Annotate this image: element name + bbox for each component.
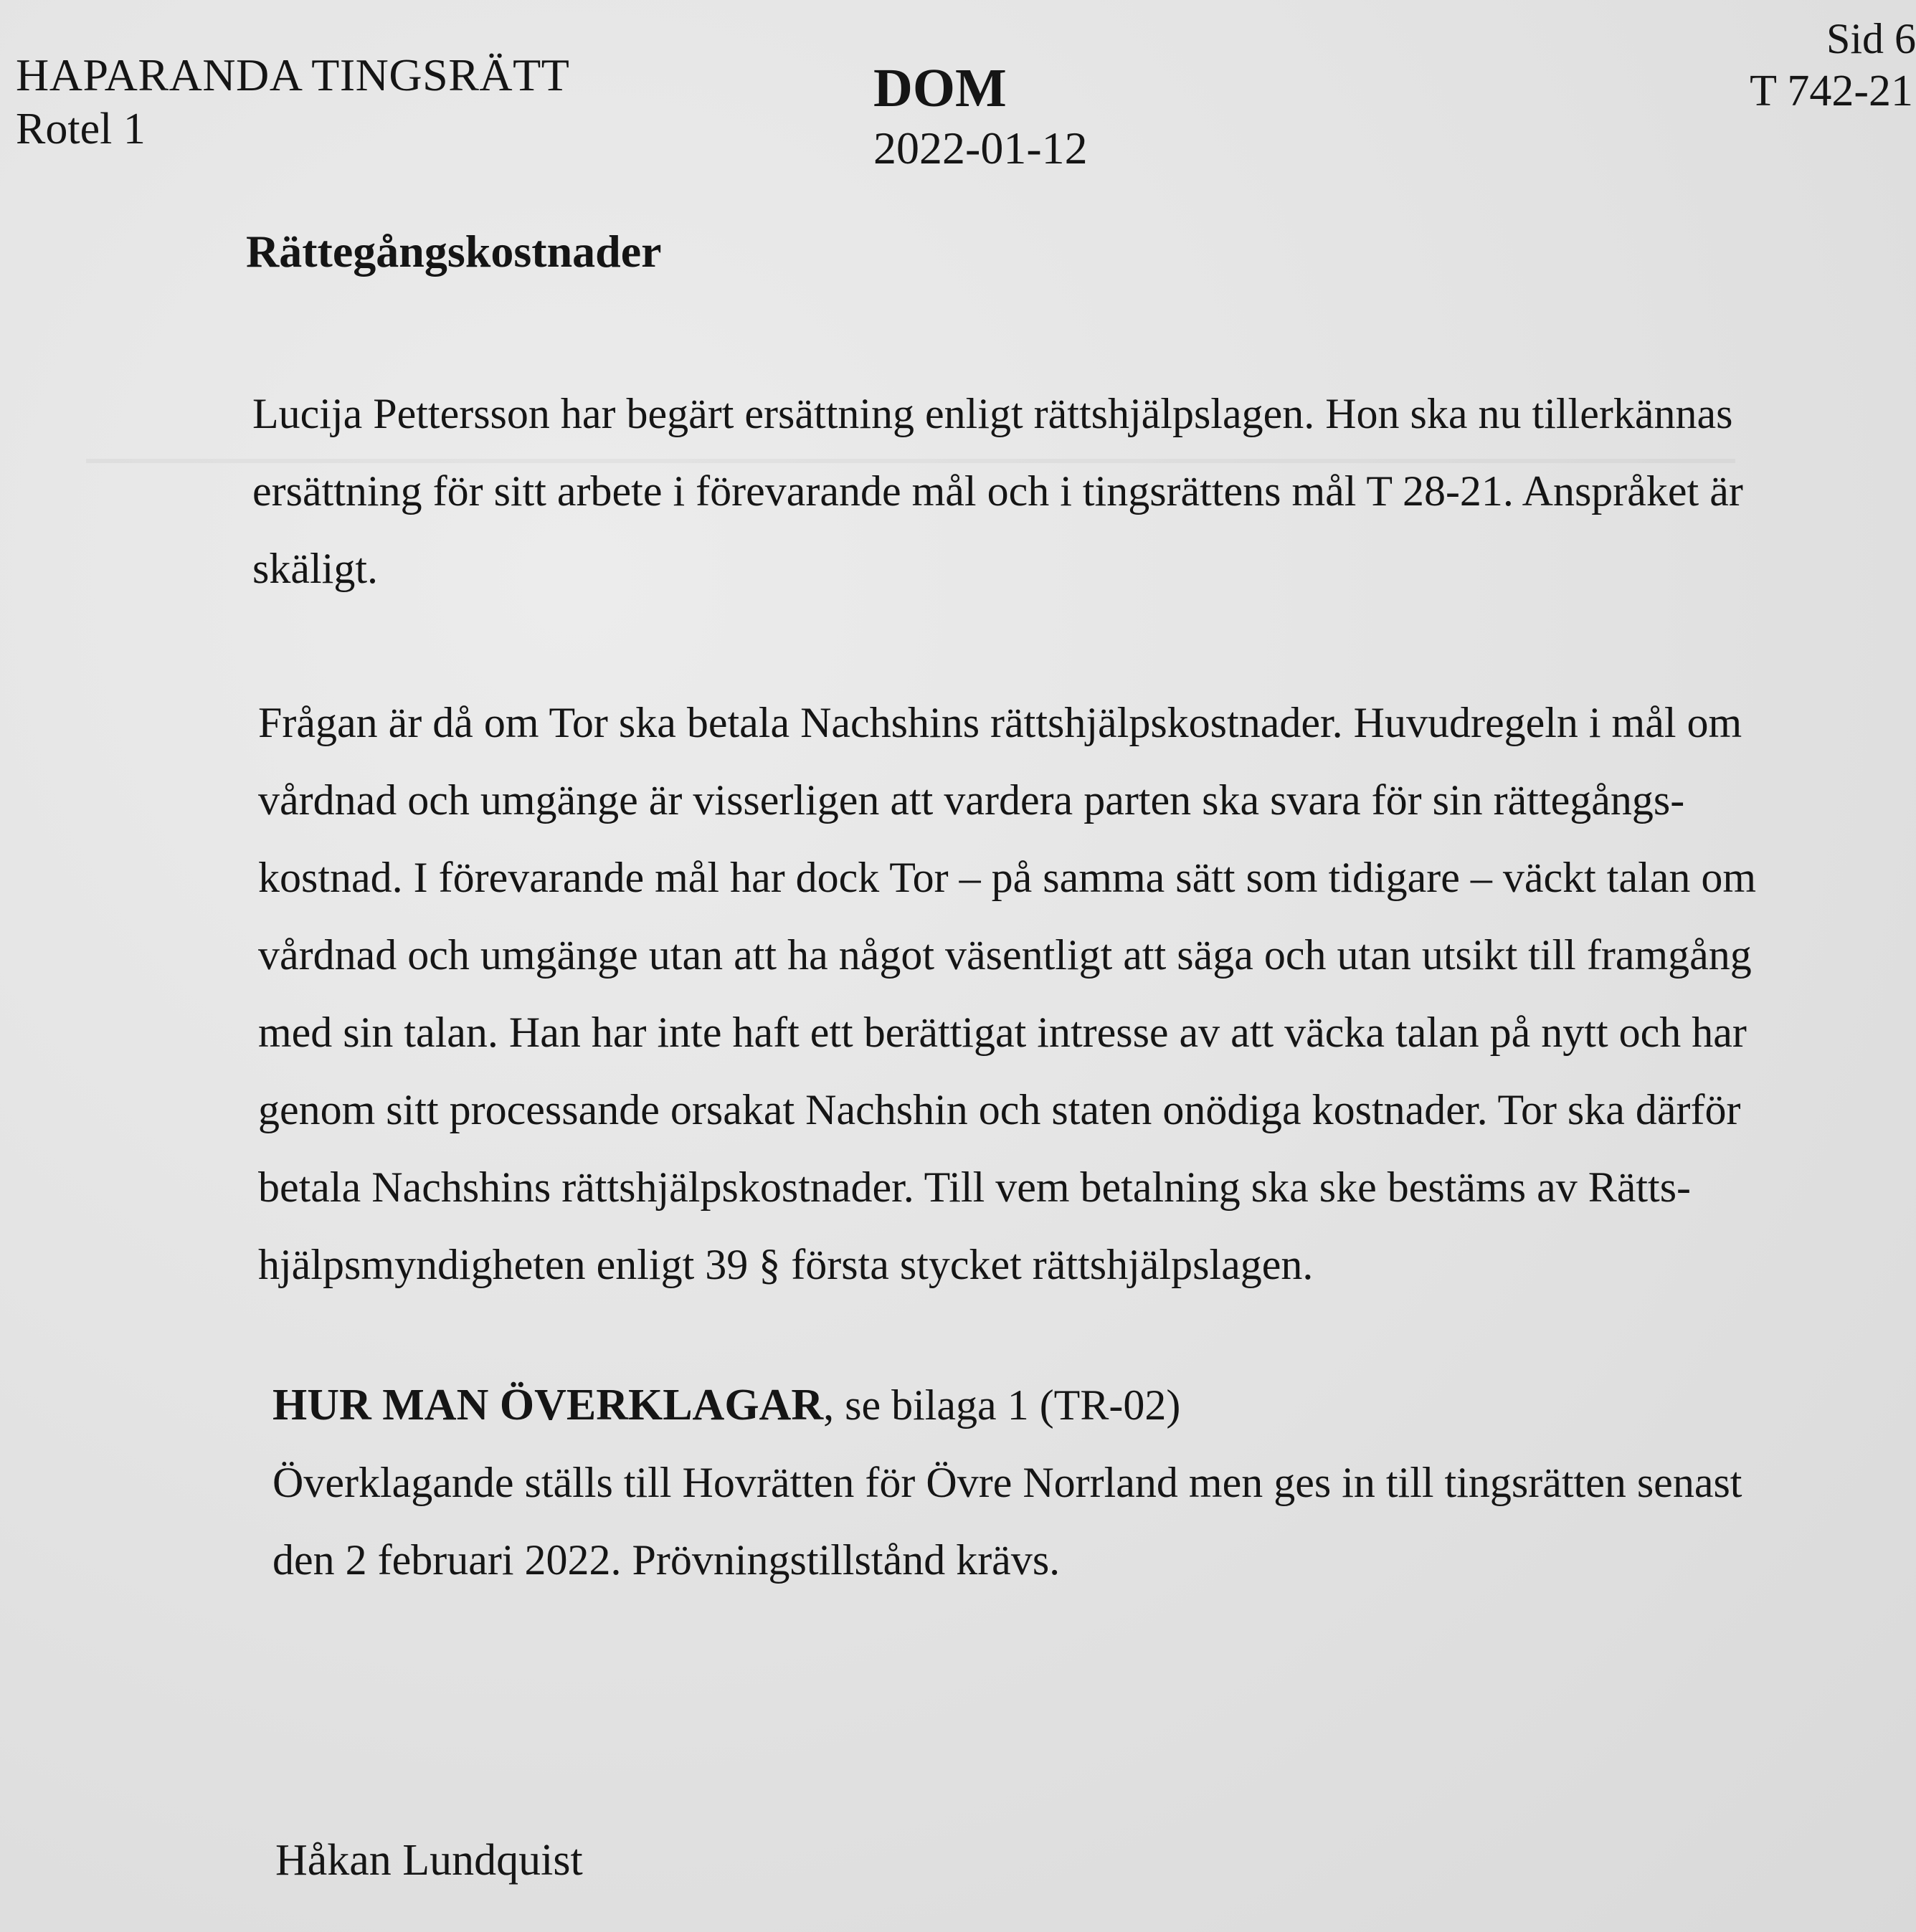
paragraph-legal-costs	[258, 684, 1756, 1303]
court-division: Rotel 1	[16, 105, 146, 153]
paragraph-line: ersättning för sitt arbete i förevarande mål och i tingsrättens mål T 28-21. Anspråket är	[252, 467, 1743, 515]
paragraph-line: Lucija Pettersson har begärt ersättning enligt rättshjälpslagen. Hon ska nu tillerkännas	[252, 390, 1733, 437]
appeal-heading: HUR MAN ÖVERKLAGAR	[272, 1381, 824, 1429]
appeal-heading-line	[272, 1366, 1742, 1444]
page-number: Sid 6	[1826, 15, 1916, 62]
signature-name: Håkan Lundquist	[275, 1836, 583, 1885]
paragraph-line: vårdnad och umgänge är visserligen att vardera parten ska svara för sin rättegångs-	[258, 776, 1685, 824]
paragraph-line: Överklagande ställs till Hovrätten för Övre Norrland men ges in till tingsrätten senast	[272, 1459, 1742, 1506]
case-number: T 742-21	[1750, 67, 1913, 115]
paragraph-line: Frågan är då om Tor ska betala Nachshins rättshjälpskostnader. Huvudregeln i mål om	[258, 699, 1742, 746]
appeal-heading-reference: , se bilaga 1 (TR-02)	[823, 1381, 1181, 1429]
paragraph-line: genom sitt processande orsakat Nachshin och staten onödiga kostnader. Tor ska därför	[258, 1086, 1741, 1133]
document-date: 2022-01-12	[873, 123, 1088, 173]
court-name: HAPARANDA TINGSRÄTT	[16, 49, 570, 100]
paragraph-compensation	[252, 375, 1743, 607]
paragraph-line: skäligt.	[252, 545, 378, 592]
paragraph-line: kostnad. I förevarande mål har dock Tor – på samma sätt som tidigare – väckt talan om	[258, 854, 1757, 901]
document-type: DOM	[873, 58, 1007, 118]
paragraph-line: betala Nachshins rättshjälpskostnader. Till vem betalning ska ske bestäms av Rätts-	[258, 1164, 1692, 1211]
paragraph-appeal	[272, 1366, 1742, 1599]
section-heading: Rättegångskostnader	[246, 226, 662, 277]
paragraph-line: med sin talan. Han har inte haft ett berättigat intresse av att väcka talan på nytt och har	[258, 1009, 1747, 1056]
paragraph-line: vårdnad och umgänge utan att ha något väsentligt att säga och utan utsikt till framgång	[258, 931, 1752, 979]
paragraph-line: hjälpsmyndigheten enligt 39 § första stycket rättshjälpslagen.	[258, 1241, 1314, 1288]
paragraph-line: den 2 februari 2022. Prövningstillstånd krävs.	[272, 1536, 1061, 1584]
